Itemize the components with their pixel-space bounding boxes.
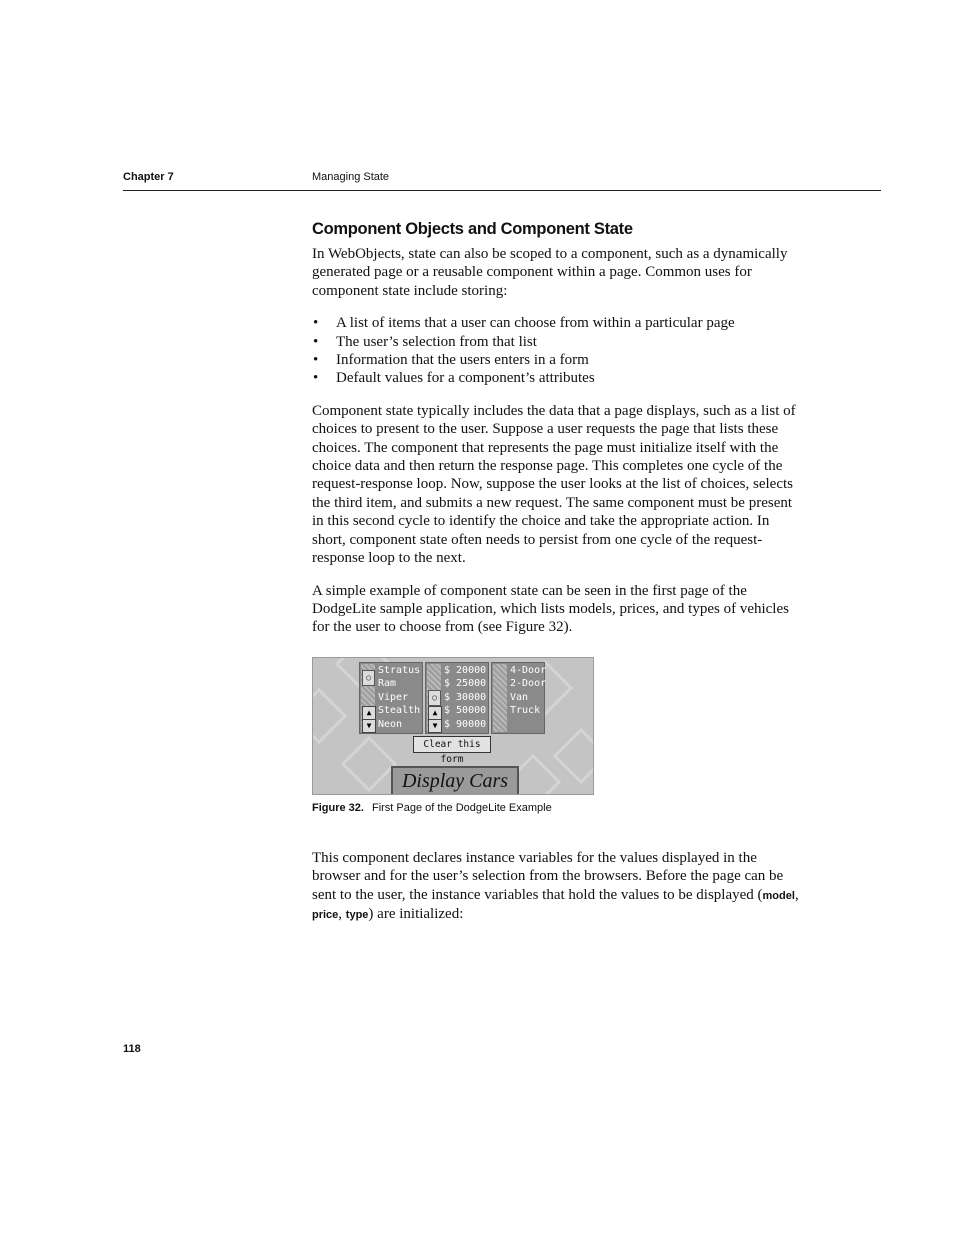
scroll-down-arrow-icon[interactable]: ▼ (362, 719, 376, 733)
price-option[interactable]: $ 25000 (444, 678, 487, 690)
scroll-thumb[interactable]: ○ (362, 670, 375, 686)
code-price: price (312, 908, 339, 921)
separator: , (338, 905, 346, 922)
model-option[interactable]: Stratus (378, 664, 421, 676)
paragraph-text: This component declares instance variables for the values displayed in the browser and for the user’s selection from the browsers. Before the page can be sent to the user, the instance variables that hold the values to be displayed ( (312, 849, 784, 903)
scroll-down-arrow-icon[interactable]: ▼ (428, 719, 442, 733)
body-paragraph: Component state typically includes the data that a page displays, such as a list of choices to present to the user. Suppose a user requests the page that lists these choices. The component that represents the page must initialize itself with the choice data and then return the response page. This completes one cycle of the request-response loop. Now, suppose the user looks at the list of choices, selects the third item, and submits a new request. The same component must be present in this second cycle to identify the choice and take the appropriate action. In short, component state often needs to persist from one cycle of the request-response loop to the next. (312, 402, 796, 567)
figure-caption-label: Figure 32. (312, 801, 364, 814)
scroll-thumb[interactable]: ○ (428, 690, 441, 706)
header-rule (123, 190, 881, 191)
running-header-chapter: Chapter 7 (123, 171, 174, 183)
separator: , (794, 886, 799, 903)
section-heading: Component Objects and Component State (312, 220, 633, 238)
display-cars-button[interactable]: Display Cars (391, 766, 519, 795)
bullet-item: • The user’s selection from that list (312, 333, 802, 351)
type-option[interactable]: 2-Door (510, 678, 547, 690)
model-list-browser[interactable] (359, 662, 423, 734)
bullet-list (312, 314, 802, 388)
price-list-browser[interactable] (425, 662, 489, 734)
price-option[interactable]: $ 30000 (444, 691, 487, 703)
body-paragraph: A simple example of component state can be seen in the first page of the DodgeLite sample application, which lists models, prices, and types of vehicles for the user to choose from (see Figure 32). (312, 582, 789, 636)
code-type: type (345, 908, 369, 921)
watermark-shape (312, 687, 347, 744)
figure-caption (312, 801, 802, 815)
scroll-up-arrow-icon[interactable]: ▲ (428, 706, 442, 720)
running-header-title: Managing State (312, 171, 390, 183)
bullet-item: • A list of items that a user can choose from within a particular page (312, 314, 802, 332)
bullet-item: • Information that the users enters in a form (312, 351, 802, 369)
model-option[interactable]: Neon (378, 718, 403, 730)
model-option[interactable]: Ram (378, 678, 397, 690)
price-list-scrollbar[interactable] (427, 664, 441, 732)
paragraph-text: ) are initialized: (368, 905, 464, 922)
model-option[interactable]: Viper (378, 691, 409, 703)
page-number: 118 (123, 1043, 141, 1055)
watermark-shape (341, 735, 398, 792)
price-option[interactable]: $ 90000 (444, 718, 487, 730)
model-option[interactable]: Stealth (378, 705, 421, 717)
figure-caption-text: First Page of the DodgeLite Example (371, 801, 552, 814)
figure-screenshot (312, 657, 594, 795)
type-option[interactable]: Van (510, 691, 529, 703)
type-option[interactable]: 4-Door (510, 664, 547, 676)
bullet-item: • Default values for a component’s attributes (312, 369, 802, 387)
intro-paragraph: In WebObjects, state can also be scoped to a component, such as a dynamically generated page or a reusable component within a page. Common uses for component state include storing: (312, 246, 788, 299)
price-option[interactable]: $ 20000 (444, 664, 487, 676)
main-content (312, 218, 802, 938)
type-option[interactable]: Truck (510, 705, 541, 717)
type-list-browser[interactable] (491, 662, 545, 734)
watermark-shape (553, 727, 594, 784)
scroll-up-arrow-icon[interactable]: ▲ (362, 706, 376, 720)
type-list-scrollbar[interactable] (493, 664, 507, 732)
model-list-scrollbar[interactable] (361, 664, 375, 732)
code-model: model (762, 889, 795, 902)
body-paragraph (312, 849, 802, 925)
price-option[interactable]: $ 50000 (444, 705, 487, 717)
clear-form-button[interactable]: Clear this form (413, 736, 491, 753)
